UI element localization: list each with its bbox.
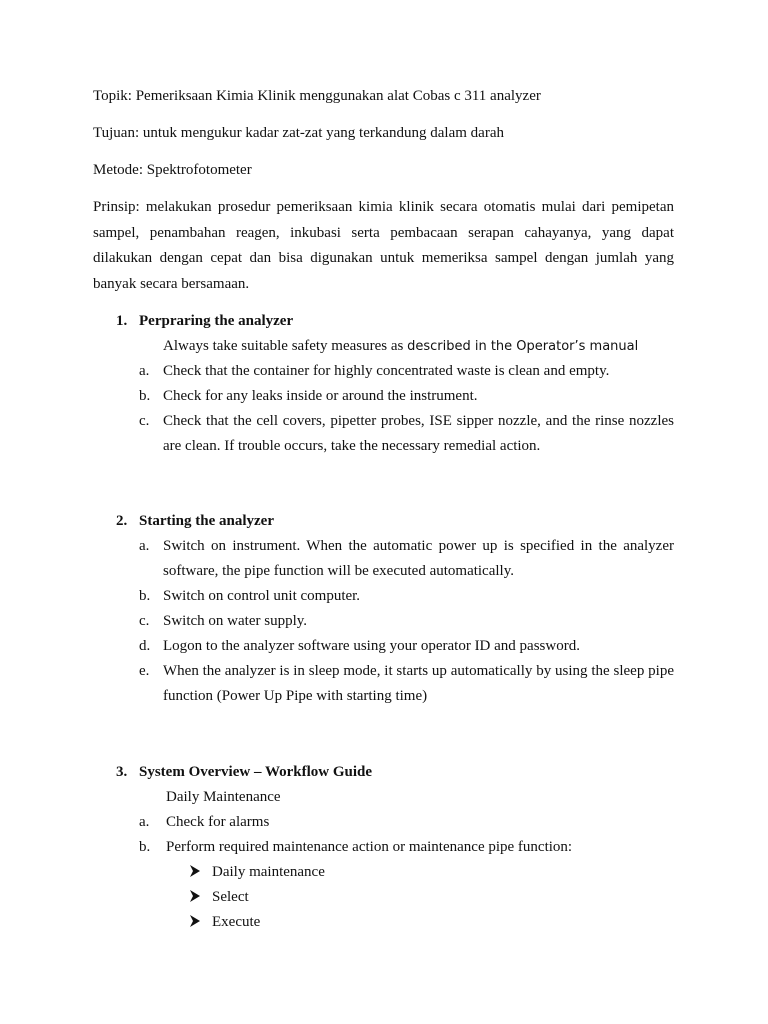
section-3-item-b-text: Perform required maintenance action or maintenance pipe function: — [166, 839, 573, 855]
section-2-item-b-letter: b. — [139, 588, 151, 604]
section-3-item-a-letter: a. — [139, 814, 150, 830]
section-1-item-c-letter: c. — [139, 413, 150, 429]
section-2-item-d-text: Logon to the analyzer software using your operator ID and password. — [163, 638, 580, 654]
arrowhead-bullet-icon — [189, 915, 201, 927]
section-1-note-a: Always take suitable safety measures as — [163, 338, 408, 354]
prinsip-paragraph: Prinsip: melakukan prosedur pemeriksaan kimia klinik secara otomatis mulai dari pemipetan sampel, penambahan reagen, inkubasi serta pembacaan serapan cahayanya, yang dapat dilakukan dengan cepat dan bisa digunakan untuk memeriksa sampel dengan jumlah yang banyak secara bersamaan. — [93, 199, 674, 292]
tujuan-line: Tujuan: untuk mengukur kadar zat-zat yang terkandung dalam darah — [93, 125, 504, 141]
section-1-item-c-text: Check that the cell covers, pipetter probes, ISE sipper nozzle, and the rinse nozzles are clean. If trouble occurs, take the necessary remedial action. — [163, 413, 674, 454]
section-1-title: Perpraring the analyzer — [139, 313, 294, 329]
section-2-item-a-letter: a. — [139, 538, 150, 554]
bullet-text: Select — [212, 889, 249, 905]
section-1-note — [163, 337, 638, 356]
section-1-item-a-text: Check that the container for highly concentrated waste is clean and empty. — [163, 363, 610, 379]
bullet-item — [189, 888, 201, 906]
section-3-number: 3. — [116, 764, 128, 780]
section-1-item-a-letter: a. — [139, 363, 150, 379]
bullet-item — [189, 913, 201, 931]
section-2-number: 2. — [116, 513, 128, 529]
section-3-subtitle: Daily Maintenance — [166, 789, 281, 805]
section-2-item-d-letter: d. — [139, 638, 151, 654]
bullet-item — [189, 863, 201, 881]
metode-line: Metode: Spektrofotometer — [93, 162, 252, 178]
topik-line: Topik: Pemeriksaan Kimia Klinik menggunakan alat Cobas c 311 analyzer — [93, 88, 541, 104]
bullet-text: Execute — [212, 914, 261, 930]
section-2-item-e-letter: e. — [139, 663, 150, 679]
section-3-item-b-letter: b. — [139, 839, 151, 855]
section-2-item-e-text: When the analyzer is in sleep mode, it starts up automatically by using the sleep pipe function (Power Up Pipe with starting time) — [163, 663, 674, 704]
section-2-item-a-text: Switch on instrument. When the automatic power up is specified in the analyzer software, the pipe function will be executed automatically. — [163, 538, 674, 579]
section-3-item-a-text: Check for alarms — [166, 814, 270, 830]
section-2-title: Starting the analyzer — [139, 513, 274, 529]
section-1-number: 1. — [116, 313, 128, 329]
section-1-item-b-letter: b. — [139, 388, 151, 404]
section-3-title: System Overview – Workflow Guide — [139, 764, 373, 780]
section-1-item-b-text: Check for any leaks inside or around the instrument. — [163, 388, 478, 404]
section-2-item-c-letter: c. — [139, 613, 150, 629]
arrowhead-bullet-icon — [189, 890, 201, 902]
section-2-item-c-text: Switch on water supply. — [163, 613, 308, 629]
section-2-item-b-text: Switch on control unit computer. — [163, 588, 361, 604]
bullet-text: Daily maintenance — [212, 864, 325, 880]
section-1-note-b: described in the Operator’s manual — [407, 339, 639, 354]
arrowhead-bullet-icon — [189, 865, 201, 877]
